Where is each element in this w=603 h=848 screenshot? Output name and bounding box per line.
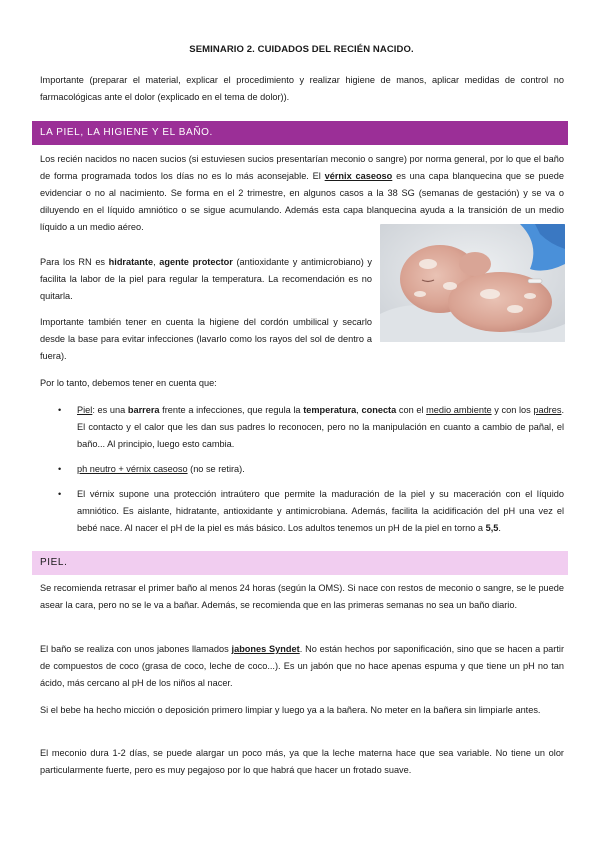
miccion-paragraph: Si el bebe ha hecho micción o deposición primero limpiar y luego ya a la bañera. No meter en la bañera sin limpiarle antes. xyxy=(40,705,541,715)
therefore-paragraph: Por lo tanto, debemos tener en cuenta que: xyxy=(40,378,217,388)
bullet-icon: • xyxy=(58,405,62,415)
vernix-term: vérnix caseoso xyxy=(324,171,393,181)
vernix-paragraph: Los recién nacidos no nacen sucios (si estuviesen sucios presentarían meconio o sangre) por norma general, por lo que el baño de forma programada todos los días no es lo más aconsejable. El vérnix caseoso es una capa blanquecina que se puede evidenciar o no al nacimiento. Se forma en el 2 trimestre, en algunos casos a la 38 SG (semanas de gestación) y se va o diluyendo en el líquido amniótico o se sigue acumulando. Además esta capa blanquecina ayuda a la transición de un medio líquido a un medio aéreo. xyxy=(40,154,564,232)
bullet-icon: • xyxy=(58,464,62,474)
syndet-paragraph: El baño se realiza con unos jabones llamados jabones Syndet. No están hechos por saponificación, sino que se hacen a partir de compuestos de coco (grasa de coco, leche de coco...). Es un jabón que no hace apenas espuma y que tiene un pH no tan ácido, más cercano al pH de los niños al nacer. xyxy=(40,644,565,688)
first-bath-paragraph: Se recomienda retrasar el primer baño al menos 24 horas (según la OMS). Si nace con restos de meconio o sangre, se le puede asear la cara, pero no se le va a bañar. Además, se recomienda que en las primeras semanas no sea un baño diario. xyxy=(40,583,564,610)
bullet-icon: • xyxy=(58,489,62,499)
section-header-skin-hygiene-bath: LA PIEL, LA HIGIENE Y EL BAÑO. xyxy=(32,121,568,145)
syndet-term: jabones Syndet xyxy=(231,644,300,654)
skin-points-list xyxy=(58,402,564,545)
list-item: • El vérnix supone una protección intraútero que permite la maduración de la piel y su maceración con el líquido amniótico. Es aislante, hidratante, antioxidante y antimicrobiana. Además, facilita la acidificación del pH una vez el bebé nace. Al nacer el pH de la piel es más básico. Los adultos tenemos un pH de la piel en torno a 5,5. xyxy=(58,486,564,537)
list-item: • ph neutro + vérnix caseoso (no se retira). xyxy=(58,461,564,478)
meconium-paragraph: El meconio dura 1-2 días, se puede alargar un poco más, ya que la leche materna hace que sea variable. No tiene un olor particularmente fuerte, pero es muy pegajoso por lo que habrá que hacer un frotado suave. xyxy=(40,748,564,775)
section-header-skin: PIEL. xyxy=(32,551,568,575)
newborn-vernix-photo xyxy=(380,224,565,342)
umbilical-cord-paragraph: Importante también tener en cuenta la higiene del cordón umbilical y secarlo desde la base para evitar infecciones (lavarlo como los rayos del sol de dentro a fuera). xyxy=(40,317,372,361)
list-item: • Piel: es una barrera frente a infecciones, que regula la temperatura, conecta con el medio ambiente y con los padres. El contacto y el calor que les dan sus padres lo reconocen, pero no la manipulación en cuanto a cambio de pañal, el baño... Al principio, luego esto cambia. xyxy=(58,402,564,453)
hydrating-paragraph: Para los RN es hidratante, agente protector (antioxidante y antimicrobiano) y facilita la labor de la piel para regular la temperatura. La recomendación es no quitarla. xyxy=(40,257,372,301)
intro-paragraph: Importante (preparar el material, explicar el procedimiento y realizar higiene de manos, aplicar medidas de control no farmacológicas ante el dolor (explicado en el tema de dolor)). xyxy=(40,75,564,102)
page-title: SEMINARIO 2. CUIDADOS DEL RECIÉN NACIDO. xyxy=(189,44,414,55)
